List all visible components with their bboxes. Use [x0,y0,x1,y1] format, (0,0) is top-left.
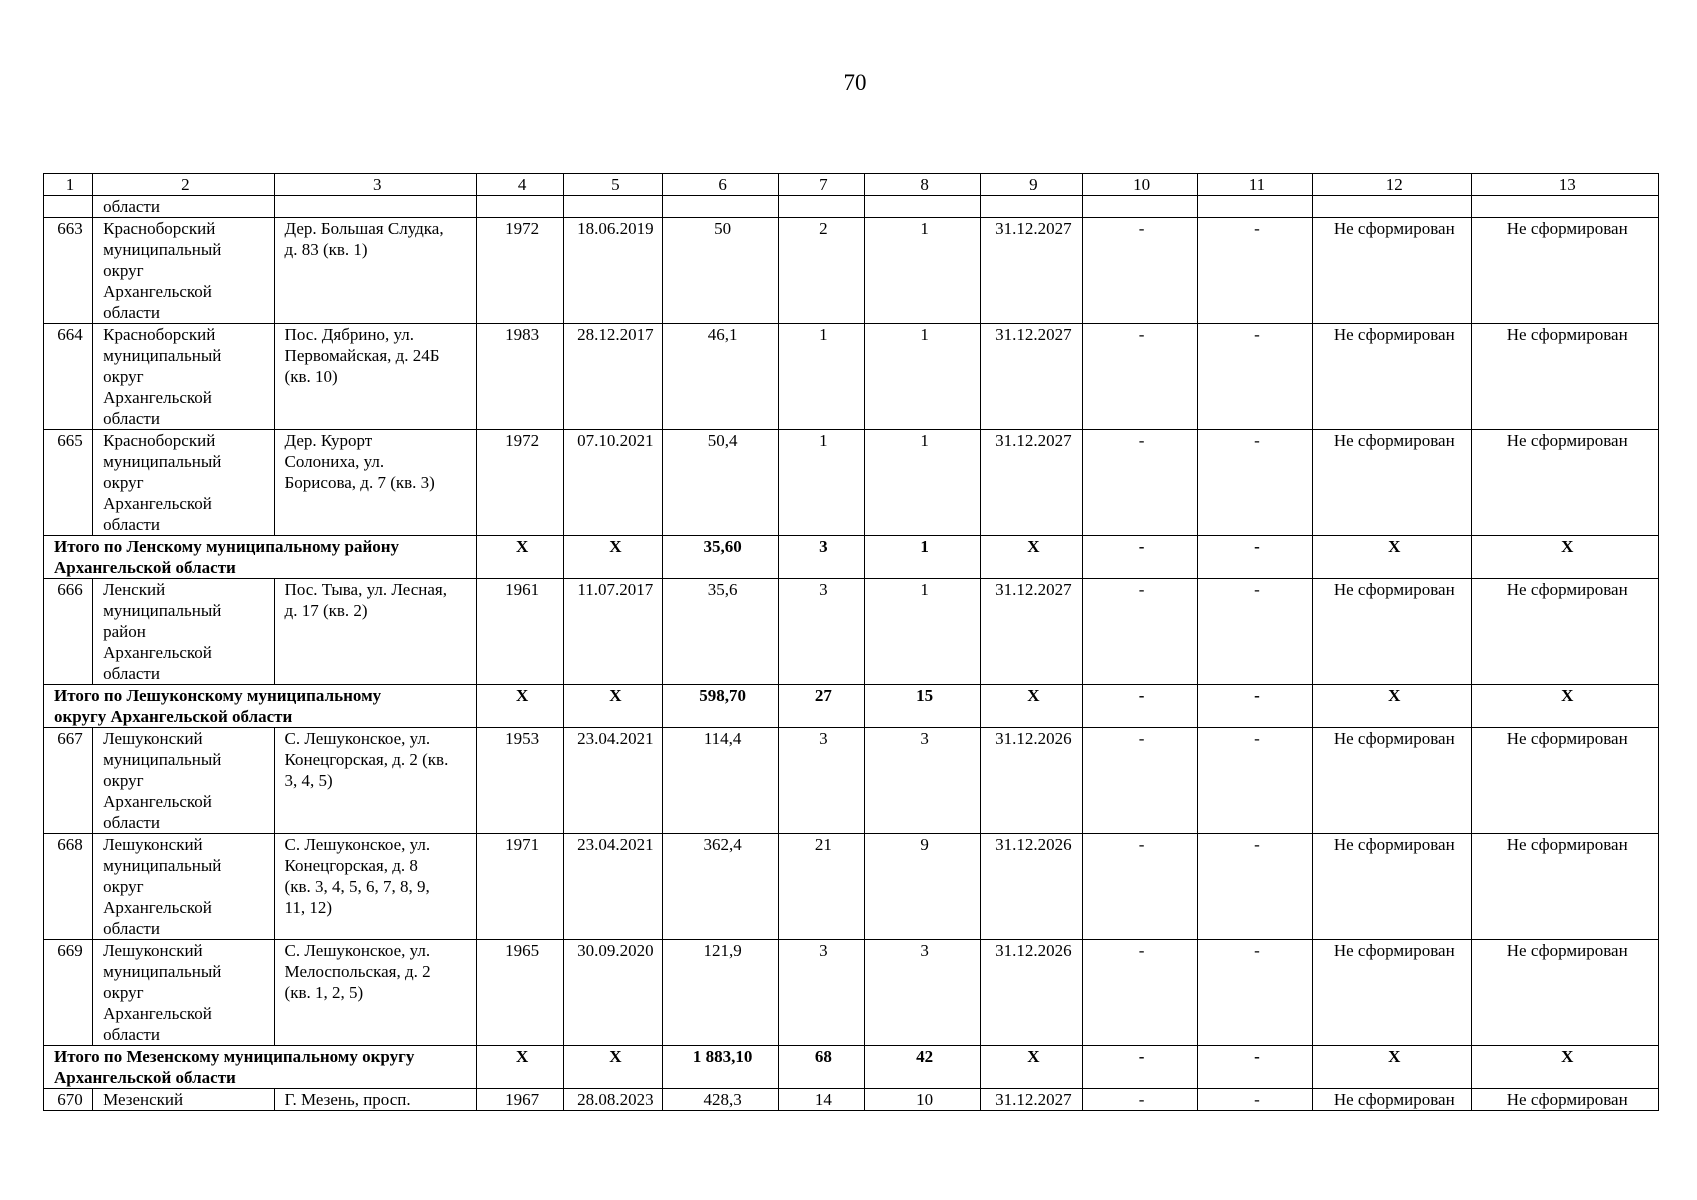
subtotal-row [44,1046,1659,1089]
area: 121,9 [663,940,778,1046]
address-line: 11, 12) [284,898,333,917]
municipality-line: Архангельской [103,1004,212,1023]
municipality [93,430,274,536]
address-line: (кв. 3, 4, 5, 6, 7, 8, 9, [284,877,430,896]
municipality-line: Красноборский [103,431,216,450]
subtotal-c13: Х [1472,1046,1659,1089]
municipality-line: округ [103,473,144,492]
municipality [93,1089,274,1111]
col11-value: - [1197,834,1312,940]
municipality-line: муниципальный [103,962,222,981]
subtotal-c8: 42 [864,1046,980,1089]
subtotal-c10: - [1082,685,1197,728]
address-line: Мелоспольская, д. 2 [284,962,431,981]
municipality-line: район [103,622,146,641]
address-line: С. Лешуконское, ул. [284,835,431,854]
municipality-line: области [103,1025,160,1044]
construction-year: 1972 [477,430,564,536]
subtotal-c12: Х [1313,685,1472,728]
subtotal-c10: - [1082,1046,1197,1089]
subtotal-c12: Х [1313,536,1472,579]
column-number: 7 [778,174,864,196]
row-number: 667 [44,728,93,834]
address-line: (кв. 10) [284,367,338,386]
municipality-line: области [103,664,160,683]
col13-status: Не сформирован [1472,940,1659,1046]
municipality-line: Лешуконский [103,729,203,748]
recognition-date: 23.04.2021 [564,728,663,834]
address-line: 3, 4, 5) [284,771,333,790]
col11-value: - [1197,430,1312,536]
subtotal-c9: Х [981,685,1082,728]
resettlement-deadline: 31.12.2027 [981,218,1082,324]
column-number: 6 [663,174,778,196]
col11-value: - [1197,324,1312,430]
row-number: 665 [44,430,93,536]
subtotal-c13: Х [1472,685,1659,728]
address [274,728,477,834]
table-row [44,940,1659,1046]
municipality [93,218,274,324]
resettlement-deadline: 31.12.2027 [981,324,1082,430]
construction-year: 1961 [477,579,564,685]
subtotal-c8: 1 [864,536,980,579]
column-number: 12 [1313,174,1472,196]
col13-status: Не сформирован [1472,324,1659,430]
area: 50,4 [663,430,778,536]
col13-status: Не сформирован [1472,1089,1659,1111]
subtotal-c6: 1 883,10 [663,1046,778,1089]
subtotal-c6: 598,70 [663,685,778,728]
subtotal-label-line: Архангельской области [54,1068,236,1087]
col11-value: - [1197,218,1312,324]
address-line: Борисова, д. 7 (кв. 3) [284,473,435,492]
address [274,1089,477,1111]
subtotal-c9: Х [981,536,1082,579]
address-line: Пос. Тыва, ул. Лесная, [284,580,447,599]
area: 428,3 [663,1089,778,1111]
subtotal-c7: 68 [778,1046,864,1089]
municipality-line: области [103,813,160,832]
col8-value: 10 [864,1089,980,1111]
col7-value: 3 [778,579,864,685]
municipality [93,834,274,940]
address-line: Первомайская, д. 24Б [284,346,440,365]
address-line: Г. Мезень, просп. [284,1090,411,1109]
recognition-date: 28.12.2017 [564,324,663,430]
resettlement-deadline: 31.12.2027 [981,430,1082,536]
col13-status: Не сформирован [1472,218,1659,324]
municipality-line: округ [103,261,144,280]
table-row [44,324,1659,430]
col8-value: 3 [864,940,980,1046]
subtotal-c13: Х [1472,536,1659,579]
col10-value: - [1082,579,1197,685]
col12-status: Не сформирован [1313,324,1472,430]
col8-value: 1 [864,218,980,324]
subtotal-c4: Х [477,1046,564,1089]
row-number: 670 [44,1089,93,1111]
col12-status: Не сформирован [1313,579,1472,685]
col13-status: Не сформирован [1472,728,1659,834]
municipality-line: муниципальный [103,240,222,259]
address [274,430,477,536]
subtotal-label-line: Итого по Лешуконскому муниципальному [54,686,382,705]
continuation-text: области [93,196,274,218]
col11-value: - [1197,1089,1312,1111]
subtotal-c4: Х [477,685,564,728]
col10-value: - [1082,940,1197,1046]
continuation-row [44,196,1659,218]
address [274,324,477,430]
col10-value: - [1082,218,1197,324]
col13-status: Не сформирован [1472,834,1659,940]
area: 114,4 [663,728,778,834]
municipality-line: Архангельской [103,388,212,407]
construction-year: 1953 [477,728,564,834]
address-line: Дер. Курорт [284,431,373,450]
municipality-line: Лешуконский [103,835,203,854]
column-number: 5 [564,174,663,196]
address-line: Конецгорская, д. 2 (кв. [284,750,449,769]
recognition-date: 28.08.2023 [564,1089,663,1111]
municipality-line: Ленский [103,580,166,599]
municipality-line: Архангельской [103,792,212,811]
col7-value: 14 [778,1089,864,1111]
table-row [44,430,1659,536]
resettlement-deadline: 31.12.2026 [981,728,1082,834]
column-number: 3 [274,174,477,196]
subtotal-label-line: Итого по Мезенскому муниципальному округу [54,1047,415,1066]
subtotal-c5: Х [564,536,663,579]
col11-value: - [1197,728,1312,834]
construction-year: 1972 [477,218,564,324]
resettlement-deadline: 31.12.2027 [981,1089,1082,1111]
col8-value: 1 [864,430,980,536]
column-number: 1 [44,174,93,196]
municipality-line: округ [103,367,144,386]
row-number: 669 [44,940,93,1046]
municipality [93,728,274,834]
col12-status: Не сформирован [1313,834,1472,940]
municipality [93,579,274,685]
col7-value: 2 [778,218,864,324]
housing-registry-table [43,173,1659,1111]
col13-status: Не сформирован [1472,579,1659,685]
subtotal-label [44,536,477,579]
address-line: С. Лешуконское, ул. [284,729,431,748]
recognition-date: 11.07.2017 [564,579,663,685]
municipality-line: области [103,919,160,938]
address-line: С. Лешуконское, ул. [284,941,431,960]
construction-year: 1971 [477,834,564,940]
subtotal-c8: 15 [864,685,980,728]
municipality [93,324,274,430]
municipality-line: муниципальный [103,346,222,365]
construction-year: 1965 [477,940,564,1046]
col11-value: - [1197,579,1312,685]
municipality-line: Архангельской [103,282,212,301]
subtotal-c7: 3 [778,536,864,579]
table-row [44,728,1659,834]
municipality-line: области [103,515,160,534]
col7-value: 21 [778,834,864,940]
recognition-date: 23.04.2021 [564,834,663,940]
col10-value: - [1082,324,1197,430]
table-row [44,834,1659,940]
address [274,218,477,324]
column-number: 10 [1082,174,1197,196]
column-number: 2 [93,174,274,196]
col10-value: - [1082,430,1197,536]
col10-value: - [1082,834,1197,940]
construction-year: 1983 [477,324,564,430]
column-number: 13 [1472,174,1659,196]
address-line: (кв. 1, 2, 5) [284,983,364,1002]
municipality-line: Мезенский [103,1090,184,1109]
area: 35,6 [663,579,778,685]
col12-status: Не сформирован [1313,218,1472,324]
municipality-line: области [103,303,160,322]
col7-value: 3 [778,940,864,1046]
subtotal-c12: Х [1313,1046,1472,1089]
area: 46,1 [663,324,778,430]
municipality [93,940,274,1046]
municipality-line: Красноборский [103,325,216,344]
column-number: 9 [981,174,1082,196]
subtotal-c5: Х [564,1046,663,1089]
subtotal-label [44,685,477,728]
address-line: Пос. Дябрино, ул. [284,325,415,344]
col12-status: Не сформирован [1313,1089,1472,1111]
table-row [44,218,1659,324]
recognition-date: 18.06.2019 [564,218,663,324]
col13-status: Не сформирован [1472,430,1659,536]
col10-value: - [1082,728,1197,834]
col11-value: - [1197,940,1312,1046]
col12-status: Не сформирован [1313,430,1472,536]
municipality-line: муниципальный [103,601,222,620]
subtotal-c6: 35,60 [663,536,778,579]
subtotal-label [44,1046,477,1089]
subtotal-label-line: Архангельской области [54,558,236,577]
cell [44,196,93,218]
address [274,834,477,940]
column-number: 8 [864,174,980,196]
col8-value: 1 [864,579,980,685]
municipality-line: округ [103,771,144,790]
subtotal-row [44,536,1659,579]
subtotal-c4: Х [477,536,564,579]
col7-value: 1 [778,430,864,536]
col8-value: 1 [864,324,980,430]
subtotal-c10: - [1082,536,1197,579]
municipality-line: муниципальный [103,856,222,875]
subtotal-c11: - [1197,1046,1312,1089]
column-number: 4 [477,174,564,196]
subtotal-row [44,685,1659,728]
resettlement-deadline: 31.12.2026 [981,940,1082,1046]
subtotal-c9: Х [981,1046,1082,1089]
col8-value: 9 [864,834,980,940]
subtotal-c11: - [1197,536,1312,579]
municipality-line: Красноборский [103,219,216,238]
municipality-line: муниципальный [103,452,222,471]
area: 362,4 [663,834,778,940]
column-number: 11 [1197,174,1312,196]
subtotal-label-line: округу Архангельской области [54,707,293,726]
address-line: Дер. Большая Слудка, [284,219,444,238]
subtotal-c5: Х [564,685,663,728]
col7-value: 1 [778,324,864,430]
page-number: 70 [843,70,867,95]
col12-status: Не сформирован [1313,728,1472,834]
resettlement-deadline: 31.12.2027 [981,579,1082,685]
recognition-date: 07.10.2021 [564,430,663,536]
resettlement-deadline: 31.12.2026 [981,834,1082,940]
subtotal-label-line: Итого по Ленскому муниципальному району [54,537,400,556]
row-number: 668 [44,834,93,940]
subtotal-c11: - [1197,685,1312,728]
col7-value: 3 [778,728,864,834]
address-line: Конецгорская, д. 8 [284,856,418,875]
row-number: 664 [44,324,93,430]
column-number-row [44,174,1659,196]
col12-status: Не сформирован [1313,940,1472,1046]
col8-value: 3 [864,728,980,834]
address [274,579,477,685]
municipality-line: Архангельской [103,494,212,513]
municipality-line: Архангельской [103,898,212,917]
row-number: 666 [44,579,93,685]
subtotal-c7: 27 [778,685,864,728]
table-row [44,579,1659,685]
municipality-line: Архангельской [103,643,212,662]
address-line: д. 17 (кв. 2) [284,601,368,620]
municipality-line: округ [103,877,144,896]
table-row [44,1089,1659,1111]
municipality-line: округ [103,983,144,1002]
municipality-line: муниципальный [103,750,222,769]
recognition-date: 30.09.2020 [564,940,663,1046]
municipality-line: области [103,409,160,428]
address-line: Солониха, ул. [284,452,385,471]
area: 50 [663,218,778,324]
address-line: д. 83 (кв. 1) [284,240,368,259]
construction-year: 1967 [477,1089,564,1111]
col10-value: - [1082,1089,1197,1111]
address [274,940,477,1046]
municipality-line: Лешуконский [103,941,203,960]
row-number: 663 [44,218,93,324]
